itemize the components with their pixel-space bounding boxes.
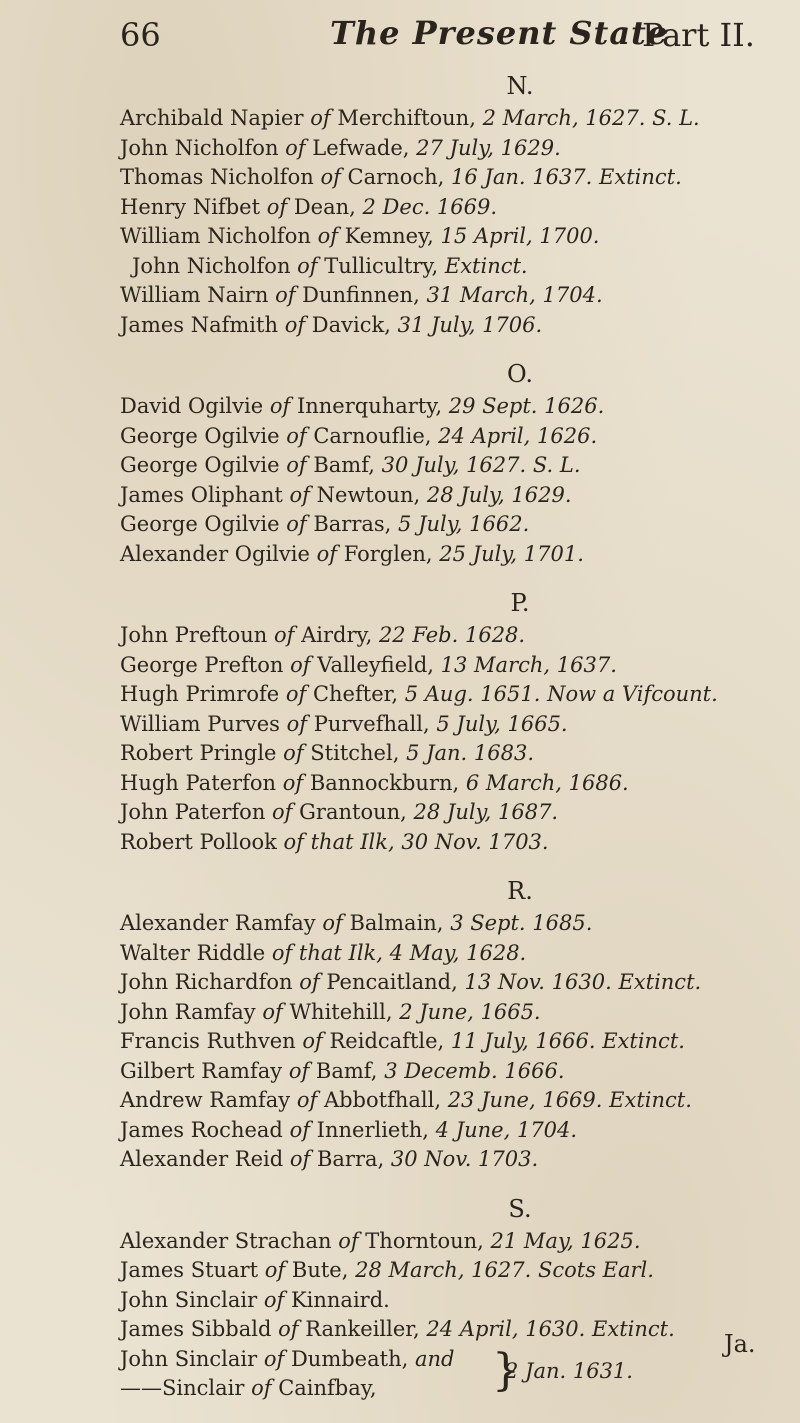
entry-name: William Nicholfon (120, 224, 311, 248)
entry-date: 16 Jan. 1637. (451, 165, 593, 189)
entry-note: Extinct. (444, 253, 528, 278)
entry-row (120, 998, 800, 1028)
running-title: The Present State (330, 14, 669, 52)
entry-name: Robert Pringle (120, 741, 277, 765)
entry-of: of (285, 682, 307, 706)
entry-date: 31 July, 1706. (397, 312, 543, 337)
entry-place: Davick, (311, 312, 391, 337)
entry-of: of (273, 623, 295, 647)
entry-of: of that Ilk, (283, 829, 395, 854)
entry-row (120, 252, 800, 282)
entry-date: 30 July, 1627. (381, 453, 527, 477)
entry-of: of (286, 711, 308, 736)
entry-place: Rankeiller, (305, 1317, 420, 1341)
entry-name: Andrew Ramfay (120, 1088, 291, 1112)
entry-note: and (414, 1346, 455, 1371)
entry-of: of (299, 970, 320, 994)
entry-date: 3 Decemb. 1666. (384, 1058, 565, 1083)
entry-name: Hugh Primrofe (120, 682, 280, 706)
entry-of: of (275, 283, 296, 307)
entry-row (120, 828, 800, 858)
entry-name: Alexander Strachan (120, 1228, 332, 1253)
entry-note: Extinct. (592, 1317, 675, 1341)
entry-place: Dean, (293, 194, 356, 219)
entry-place: Innerlieth, (316, 1117, 429, 1142)
entry-row (120, 540, 800, 570)
entry-name: William Nairn (120, 283, 269, 307)
entry-row (120, 1086, 800, 1116)
section-spacer (120, 1175, 800, 1191)
entry-name: James Nafmith (120, 312, 278, 337)
entry-date: 5 Aug. 1651. (404, 682, 541, 706)
entry-name: Alexander Reid (120, 1147, 284, 1171)
entry-row (120, 1145, 800, 1175)
entry-date: 5 July, 1662. (398, 512, 530, 536)
entry-row (120, 1374, 800, 1404)
entry-note: S. L. (652, 106, 700, 130)
brace-date: 2 Jan. 1631. (505, 1358, 633, 1383)
entry-name: James Rochead (120, 1117, 283, 1142)
entry-of: of (316, 541, 337, 566)
entry-place: Bamf, (313, 453, 375, 477)
entry-of: of (302, 1029, 323, 1053)
entry-date: 5 July, 1665. (436, 711, 568, 736)
entry-name: John Nicholfon (120, 135, 279, 160)
entry-place: Bamf, (315, 1058, 378, 1083)
entry-place: Kinnaird. (290, 1287, 390, 1312)
entry-date: 28 July, 1687. (413, 800, 559, 824)
entry-date: 30 Nov. 1703. (401, 829, 549, 854)
entry-date: 2 June, 1665. (399, 999, 541, 1024)
entry-row (120, 798, 800, 828)
entry-row (120, 392, 800, 422)
entry-name: Henry Nifbet (120, 194, 261, 219)
entry-row (120, 481, 800, 511)
entry-place: Innerquharty, (296, 394, 443, 418)
entry-name: John Ramfay (120, 999, 256, 1024)
entry-name: George Ogilvie (120, 453, 280, 477)
entry-row (120, 222, 800, 252)
brace-group (120, 1345, 800, 1404)
entry-date: 2 March, 1627. (482, 106, 646, 130)
entry-date: 5 Jan. 1683. (406, 741, 535, 765)
entry-row (120, 193, 800, 223)
entry-of: of (290, 652, 311, 677)
entry-date: 11 July, 1666. (450, 1029, 596, 1053)
entry-name: John Sinclair (120, 1287, 258, 1312)
entry-name: Robert Pollook (120, 829, 277, 854)
entry-name: Walter Riddle (120, 940, 266, 965)
entry-name: John Richardfon (120, 970, 293, 994)
entry-place: Merchiftoun, (337, 106, 476, 130)
entry-row (120, 1286, 800, 1316)
section-letter: S. (508, 1194, 532, 1223)
entry-date: 27 July, 1629. (416, 135, 561, 160)
section-letter: R. (507, 877, 533, 905)
entry-of: of (263, 1287, 285, 1312)
entry-row (120, 281, 800, 311)
entry-place: Dunfinnen, (302, 283, 420, 307)
entry-place: Cainfbay, (278, 1376, 377, 1400)
entry-date: 21 May, 1625. (490, 1228, 641, 1253)
entry-place: Airdry, (301, 623, 373, 647)
entry-of: of (317, 224, 338, 248)
entry-of: of (297, 253, 318, 278)
entry-row (120, 710, 800, 740)
section-letter: O. (507, 360, 533, 388)
entry-row (120, 909, 800, 939)
entry-row (120, 1057, 800, 1087)
entry-name: James Oliphant (120, 482, 283, 507)
entry-place: Barras, (313, 512, 392, 536)
entry-of: of (320, 165, 341, 189)
entry-of: of (322, 911, 343, 935)
entry-date: 25 July, 1701. (439, 541, 584, 566)
entry-row (120, 1345, 800, 1375)
entry-note: Extinct. (618, 970, 702, 994)
entry-row (120, 1116, 800, 1146)
entry-name: Thomas Nicholfon (120, 165, 314, 189)
entry-note: Extinct. (602, 1029, 685, 1053)
entry-row (120, 680, 800, 710)
entry-place: Barra, (316, 1147, 385, 1171)
entry-place: Carnouflie, (313, 423, 432, 448)
page-header (120, 12, 790, 60)
entry-place: Thorntoun, (365, 1228, 484, 1253)
entry-name: Francis Ruthven (120, 1029, 296, 1053)
entry-place: Bannockburn, (309, 770, 460, 795)
entry-place: Reidcaftle, (329, 1029, 445, 1053)
entry-date: 4 June, 1704. (435, 1117, 578, 1142)
entry-of: of (289, 1147, 311, 1171)
entry-of: of (272, 800, 293, 824)
entry-of: of (251, 1376, 272, 1400)
entry-name: James Sibbald (120, 1317, 272, 1341)
entry-row (120, 451, 800, 481)
entry-of: of (288, 1058, 310, 1083)
entry-place: Lefwade, (312, 135, 410, 160)
entry-name: Hugh Paterfon (120, 770, 277, 795)
entry-place: Abbotfhall, (323, 1088, 441, 1112)
entry-of: of (289, 482, 310, 507)
entry-of: of (282, 770, 304, 795)
entry-date: 15 April, 1700. (440, 224, 600, 248)
entry-date: 28 July, 1629. (426, 482, 572, 507)
entry-row (120, 1256, 800, 1286)
entry-row (120, 134, 800, 164)
entry-of: of (278, 1317, 299, 1341)
catchword: Ja. (724, 1330, 756, 1358)
entry-date: 22 Feb. 1628. (378, 623, 526, 647)
baronet-list (120, 68, 800, 1404)
entry-place: Bute, (291, 1258, 349, 1282)
entry-row (120, 1315, 800, 1345)
entry-of: of (286, 512, 307, 536)
entry-of: of that Ilk, (271, 940, 383, 965)
entry-row (120, 651, 800, 681)
entry-name: Alexander Ramfay (120, 911, 316, 935)
entry-name: John Paterfon (120, 800, 266, 824)
entry-note: Extinct. (599, 165, 682, 189)
entry-row (120, 163, 800, 193)
entry-of: of (263, 1346, 285, 1371)
section-spacer (120, 857, 800, 873)
entry-place: Stitchel, (310, 741, 400, 765)
entry-name: ——Sinclair (120, 1376, 245, 1400)
entry-row (120, 939, 800, 969)
entry-place: Newtoun, (316, 482, 421, 507)
entry-note: Scots Earl. (537, 1258, 654, 1282)
part-label: Part II. (642, 16, 755, 54)
entry-of: of (289, 1117, 310, 1142)
entry-of: of (338, 1228, 359, 1253)
entry-note: Now a Vifcount. (547, 682, 718, 706)
entry-row (120, 510, 800, 540)
entry-of: of (285, 135, 306, 160)
entry-of: of (310, 106, 331, 130)
entry-place: Tullicultry, (324, 253, 439, 278)
entry-date: 24 April, 1626. (438, 423, 598, 448)
entry-row (120, 739, 800, 769)
entry-of: of (266, 194, 288, 219)
entry-place: Purvefhall, (313, 711, 430, 736)
entry-name: Gilbert Ramfay (120, 1058, 283, 1083)
entry-name: John Sinclair (120, 1346, 258, 1371)
entry-note: Extinct. (609, 1088, 692, 1112)
entry-name: George Ogilvie (120, 512, 280, 536)
entry-name: John Preftoun (120, 623, 268, 647)
entry-date: 28 March, 1627. (355, 1258, 532, 1282)
entry-row (120, 422, 800, 452)
entry-date: 24 April, 1630. (426, 1317, 586, 1341)
entry-date: 3 Sept. 1685. (450, 911, 593, 935)
entry-of: of (283, 741, 304, 765)
entry-of: of (296, 1088, 318, 1112)
entry-name: George Prefton (120, 652, 284, 677)
entry-of: of (284, 312, 306, 337)
entry-row (120, 1027, 800, 1057)
entry-date: 23 June, 1669. (447, 1088, 603, 1112)
entry-place: Whitehill, (289, 999, 393, 1024)
section-letter: N. (506, 72, 534, 100)
entry-name: George Ogilvie (120, 423, 280, 448)
entry-place: Balmain, (349, 911, 444, 935)
entry-of: of (264, 1258, 286, 1282)
section-letter: P. (510, 589, 530, 617)
entry-place: Valleyfield, (317, 652, 434, 677)
entry-row (120, 968, 800, 998)
section-spacer (120, 569, 800, 585)
section-spacer (120, 340, 800, 356)
entry-date: 13 March, 1637. (440, 652, 617, 677)
entry-row (120, 769, 800, 799)
entry-place: Dumbeath, (290, 1346, 409, 1371)
entry-date: 4 May, 1628. (389, 940, 527, 965)
entry-date: 2 Dec. 1669. (362, 194, 498, 219)
entry-place: Kemney, (344, 224, 434, 248)
entry-date: 6 March, 1686. (465, 770, 629, 795)
entry-of: of (269, 394, 291, 418)
entry-of: of (262, 999, 283, 1024)
entry-name: William Purves (120, 711, 280, 736)
entry-name: Alexander Ogilvie (120, 541, 310, 566)
entry-row (120, 621, 800, 651)
entry-of: of (286, 423, 307, 448)
entry-date: 13 Nov. 1630. (464, 970, 612, 994)
page-number: 66 (120, 16, 161, 54)
entry-place: Chefter, (312, 682, 399, 706)
entry-place: Forglen, (343, 541, 433, 566)
entry-of: of (286, 453, 307, 477)
entry-row (120, 1227, 800, 1257)
entry-place: Pencaitland, (326, 970, 458, 994)
entry-date: 31 March, 1704. (426, 283, 603, 307)
entry-row (120, 104, 800, 134)
entry-date: 30 Nov. 1703. (390, 1147, 539, 1171)
entry-date: 29 Sept. 1626. (448, 394, 605, 418)
entry-name: Archibald Napier (120, 106, 304, 130)
entry-row (120, 311, 800, 341)
brace-symbol: } (492, 1344, 520, 1396)
entry-place: Grantoun, (299, 800, 407, 824)
entry-place: Carnoch, (347, 165, 445, 189)
entry-note: S. L. (532, 453, 581, 477)
entry-name: James Stuart (120, 1258, 259, 1282)
entry-name: John Nicholfon (132, 253, 291, 278)
entry-name: David Ogilvie (120, 394, 264, 418)
